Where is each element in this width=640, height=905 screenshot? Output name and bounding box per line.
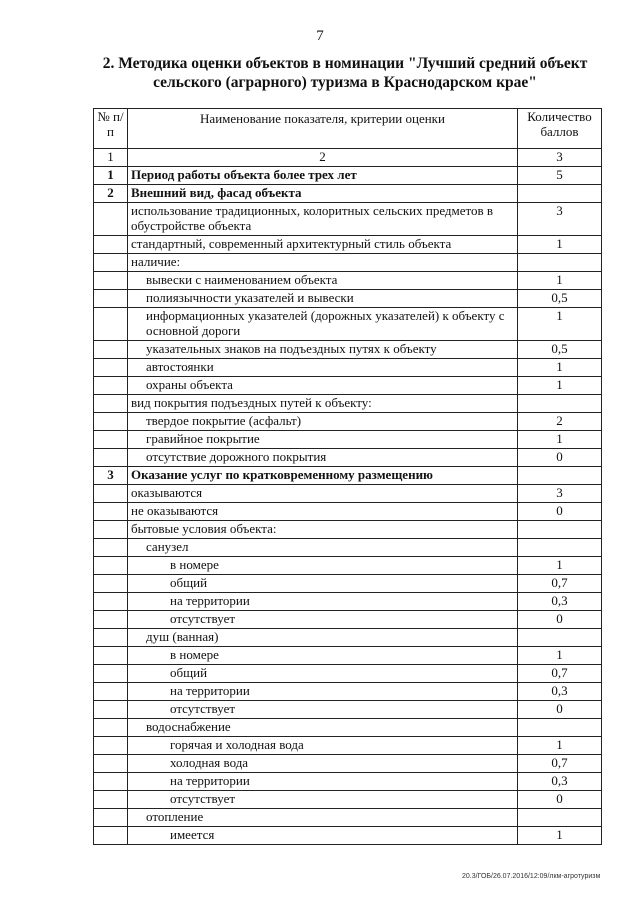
criterion-points: 1: [518, 827, 602, 845]
criterion-points: 0,3: [518, 593, 602, 611]
criterion-text: твердое покрытие (асфальт): [128, 413, 518, 431]
row-number: [94, 341, 128, 359]
table-row: [94, 719, 602, 737]
criterion-text: полиязычности указателей и вывески: [128, 290, 518, 308]
criterion-text: в номере: [128, 557, 518, 575]
criterion-text: охраны объекта: [128, 377, 518, 395]
criterion-points: 1: [518, 359, 602, 377]
table-row: [94, 575, 602, 593]
criterion-points: 0: [518, 611, 602, 629]
criterion-text: вид покрытия подъездных путей к объекту:: [128, 395, 518, 413]
criterion-points: 0: [518, 701, 602, 719]
table-row: [94, 203, 602, 236]
criterion-points: 1: [518, 431, 602, 449]
criterion-text: Период работы объекта более трех лет: [128, 167, 518, 185]
criterion-text: на территории: [128, 593, 518, 611]
criterion-points: 0,7: [518, 755, 602, 773]
criterion-text: отопление: [128, 809, 518, 827]
table-row: [94, 791, 602, 809]
row-number: [94, 254, 128, 272]
row-number: [94, 290, 128, 308]
row-number: [94, 683, 128, 701]
table-row: [94, 827, 602, 845]
criterion-text: на территории: [128, 773, 518, 791]
row-number: [94, 737, 128, 755]
table-row: [94, 737, 602, 755]
table-row: [94, 683, 602, 701]
table-row: [94, 254, 602, 272]
criterion-text: в номере: [128, 647, 518, 665]
footer-stamp: 20.3/ГОБ/26.07.2016/12:09/лкм-агротуризм: [462, 873, 601, 880]
row-number: [94, 203, 128, 236]
criterion-text: отсутствует: [128, 791, 518, 809]
criterion-text: стандартный, современный архитектурный стиль объекта: [128, 236, 518, 254]
criterion-text: общий: [128, 575, 518, 593]
criterion-points: 1: [518, 647, 602, 665]
criterion-points: 0: [518, 791, 602, 809]
row-number: [94, 485, 128, 503]
row-number: [94, 719, 128, 737]
table-row: [94, 521, 602, 539]
table-row: [94, 467, 602, 485]
criterion-points: 5: [518, 167, 602, 185]
table-row: [94, 773, 602, 791]
row-number: [94, 539, 128, 557]
numbering-row: [94, 149, 602, 167]
row-number: [94, 791, 128, 809]
table-row: [94, 755, 602, 773]
criterion-text: душ (ванная): [128, 629, 518, 647]
row-number: [94, 701, 128, 719]
table-row: [94, 629, 602, 647]
table-row: [94, 809, 602, 827]
criterion-text: оказываются: [128, 485, 518, 503]
row-number: [94, 449, 128, 467]
criterion-points: 0,3: [518, 773, 602, 791]
title-line-2: сельского (аграрного) туризма в Краснодарском крае": [153, 74, 537, 91]
criterion-points: [518, 629, 602, 647]
criterion-points: 0: [518, 449, 602, 467]
table-row: [94, 341, 602, 359]
row-number: [94, 359, 128, 377]
criterion-points: 1: [518, 308, 602, 341]
criterion-text: гравийное покрытие: [128, 431, 518, 449]
table-row: [94, 593, 602, 611]
table-header-row: [94, 109, 602, 149]
table-row: [94, 647, 602, 665]
row-number: [94, 236, 128, 254]
table-row: [94, 611, 602, 629]
table-row: [94, 185, 602, 203]
criterion-points: 1: [518, 272, 602, 290]
header-name: Наименование показателя, критерии оценки: [128, 109, 518, 149]
criterion-points: [518, 809, 602, 827]
table-row: [94, 557, 602, 575]
criterion-points: 2: [518, 413, 602, 431]
section-title: [80, 54, 610, 92]
criterion-text: не оказываются: [128, 503, 518, 521]
row-number: [94, 521, 128, 539]
criterion-points: [518, 719, 602, 737]
row-number: [94, 272, 128, 290]
table-row: [94, 167, 602, 185]
criterion-points: 1: [518, 557, 602, 575]
table-row: [94, 431, 602, 449]
criterion-points: 1: [518, 737, 602, 755]
table-row: [94, 485, 602, 503]
row-number: [94, 431, 128, 449]
criterion-points: 0,3: [518, 683, 602, 701]
criterion-text: горячая и холодная вода: [128, 737, 518, 755]
row-number: [94, 647, 128, 665]
table-row: [94, 272, 602, 290]
criterion-text: автостоянки: [128, 359, 518, 377]
title-line-1: 2. Методика оценки объектов в номинации "Лучший средний объект: [102, 55, 588, 72]
criterion-points: [518, 539, 602, 557]
table-row: [94, 449, 602, 467]
criterion-points: 0: [518, 503, 602, 521]
criterion-text: вывески с наименованием объекта: [128, 272, 518, 290]
row-number: [94, 395, 128, 413]
criterion-text: холодная вода: [128, 755, 518, 773]
criterion-text: имеется: [128, 827, 518, 845]
criterion-text: использование традиционных, колоритных сельских предметов в обустройстве объекта: [128, 203, 518, 236]
criterion-text: информационных указателей (дорожных указателей) к объекту с основной дороги: [128, 308, 518, 341]
criterion-text: общий: [128, 665, 518, 683]
table-row: [94, 308, 602, 341]
table-row: [94, 539, 602, 557]
row-number: [94, 413, 128, 431]
criterion-text: наличие:: [128, 254, 518, 272]
row-number: [94, 557, 128, 575]
criterion-points: [518, 254, 602, 272]
criterion-text: отсутствие дорожного покрытия: [128, 449, 518, 467]
table-row: [94, 503, 602, 521]
criterion-points: 3: [518, 203, 602, 236]
criterion-points: 1: [518, 236, 602, 254]
row-number: [94, 575, 128, 593]
table-row: [94, 290, 602, 308]
criterion-points: [518, 467, 602, 485]
criterion-points: 0,7: [518, 665, 602, 683]
table-row: [94, 395, 602, 413]
criterion-points: [518, 521, 602, 539]
row-number: [94, 308, 128, 341]
row-number: [94, 629, 128, 647]
table-row: [94, 701, 602, 719]
row-number: [94, 773, 128, 791]
criterion-points: [518, 185, 602, 203]
row-number: [94, 377, 128, 395]
criterion-text: отсутствует: [128, 611, 518, 629]
row-number: [94, 827, 128, 845]
row-number: 2: [94, 185, 128, 203]
table-row: [94, 413, 602, 431]
criterion-text: бытовые условия объекта:: [128, 521, 518, 539]
row-number: 1: [94, 167, 128, 185]
criterion-points: 0,5: [518, 341, 602, 359]
table-row: [94, 359, 602, 377]
criterion-text: указательных знаков на подъездных путях к объекту: [128, 341, 518, 359]
row-number: [94, 503, 128, 521]
criterion-points: 1: [518, 377, 602, 395]
row-number: [94, 665, 128, 683]
row-number: [94, 809, 128, 827]
numbering-cell-index: 1: [94, 149, 128, 167]
criterion-points: 0,7: [518, 575, 602, 593]
header-points: Количество баллов: [518, 109, 602, 149]
row-number: 3: [94, 467, 128, 485]
criterion-text: водоснабжение: [128, 719, 518, 737]
criterion-text: на территории: [128, 683, 518, 701]
table-row: [94, 236, 602, 254]
row-number: [94, 611, 128, 629]
criterion-text: Оказание услуг по кратковременному размещению: [128, 467, 518, 485]
criteria-table: [93, 108, 602, 845]
criterion-points: [518, 395, 602, 413]
table-row: [94, 377, 602, 395]
table-row: [94, 665, 602, 683]
page-number: 7: [316, 28, 324, 44]
numbering-cell-points: 3: [518, 149, 602, 167]
criterion-points: 3: [518, 485, 602, 503]
header-index: № п/п: [94, 109, 128, 149]
criterion-points: 0,5: [518, 290, 602, 308]
criterion-text: отсутствует: [128, 701, 518, 719]
table-body: [94, 149, 602, 845]
row-number: [94, 755, 128, 773]
numbering-cell-name: 2: [128, 149, 518, 167]
criterion-text: санузел: [128, 539, 518, 557]
criterion-text: Внешний вид, фасад объекта: [128, 185, 518, 203]
row-number: [94, 593, 128, 611]
